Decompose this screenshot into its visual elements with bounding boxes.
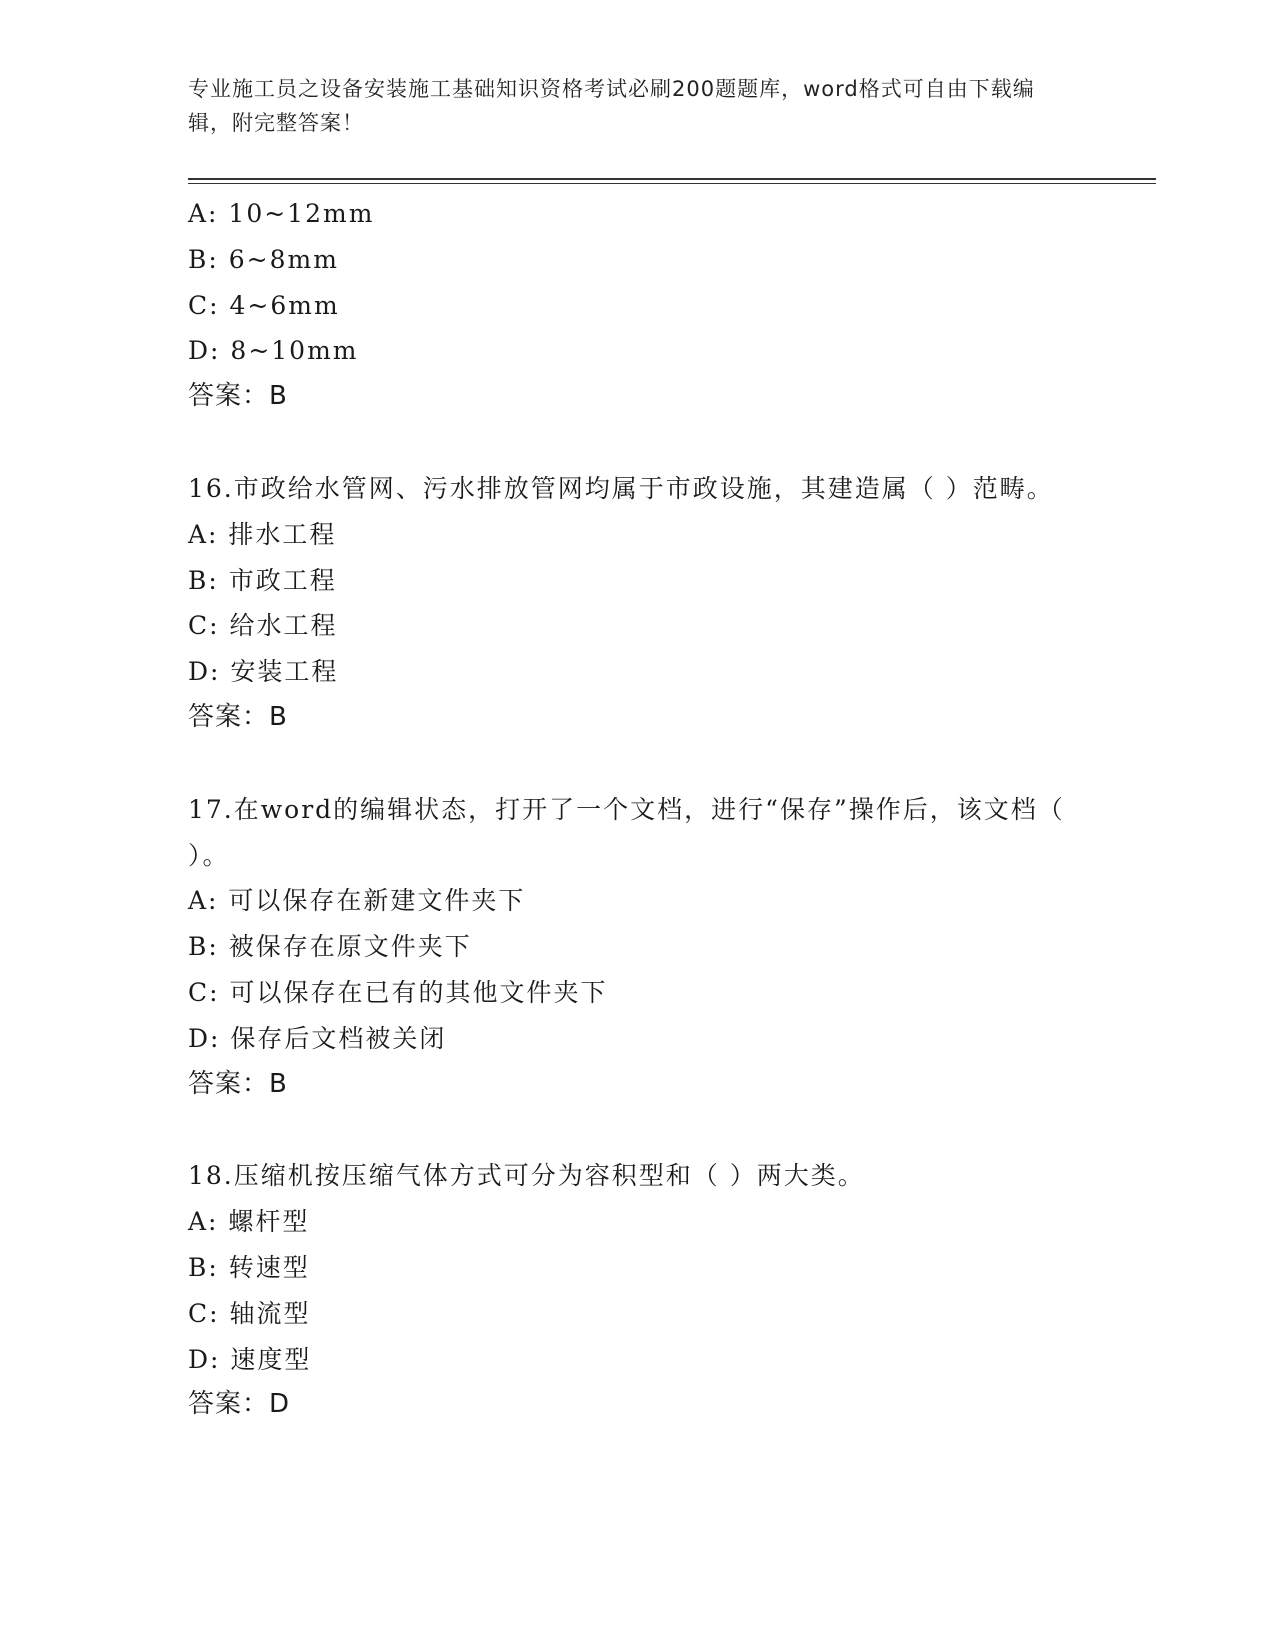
question-block-18 xyxy=(188,1153,1068,1428)
option-a: A: 10~12mm xyxy=(188,199,375,228)
option-c: C: 4~6mm xyxy=(188,290,340,320)
question-stem: 18.压缩机按压缩气体方式可分为容积型和（ ）两大类。 xyxy=(188,1161,865,1191)
option-a: A: 排水工程 xyxy=(188,519,337,549)
question-block-16 xyxy=(188,466,1068,741)
question-stem: 16.市政给水管网、污水排放管网均属于市政设施，其建造属（ ）范畴。 xyxy=(188,473,1054,503)
option-c: C: 轴流型 xyxy=(188,1298,311,1328)
option-c: C: 可以保存在已有的其他文件夹下 xyxy=(188,977,608,1007)
option-c: C: 给水工程 xyxy=(188,611,338,641)
question-block-15 xyxy=(188,191,1068,420)
question-block-17 xyxy=(188,787,1068,1108)
option-d: D: 保存后文档被关闭 xyxy=(188,1023,447,1053)
answer-line: 答案：B xyxy=(188,701,288,732)
option-b: B: 转速型 xyxy=(188,1252,310,1282)
option-d: D: 速度型 xyxy=(188,1344,312,1374)
option-a: A: 可以保存在新建文件夹下 xyxy=(188,886,526,916)
option-b: B: 6~8mm xyxy=(188,244,339,274)
option-d: D: 安装工程 xyxy=(188,657,339,687)
header-divider-thick xyxy=(188,178,1156,180)
question-list xyxy=(188,191,1068,1428)
document-header: 专业施工员之设备安装施工基础知识资格考试必刷200题题库，word格式可自由下载编辑，附完整答案！ xyxy=(188,77,1035,135)
option-d: D: 8~10mm xyxy=(188,336,359,366)
option-b: B: 被保存在原文件夹下 xyxy=(188,932,472,962)
option-a: A: 螺杆型 xyxy=(188,1207,310,1237)
header-divider-thin xyxy=(188,183,1156,184)
option-b: B: 市政工程 xyxy=(188,565,337,595)
question-stem: 17.在word的编辑状态，打开了一个文档，进行“保存”操作后，该文档（ ）。 xyxy=(188,794,1065,870)
answer-line: 答案：B xyxy=(188,1068,288,1099)
answer-line: 答案：B xyxy=(188,381,288,412)
answer-line: 答案：D xyxy=(188,1389,291,1420)
